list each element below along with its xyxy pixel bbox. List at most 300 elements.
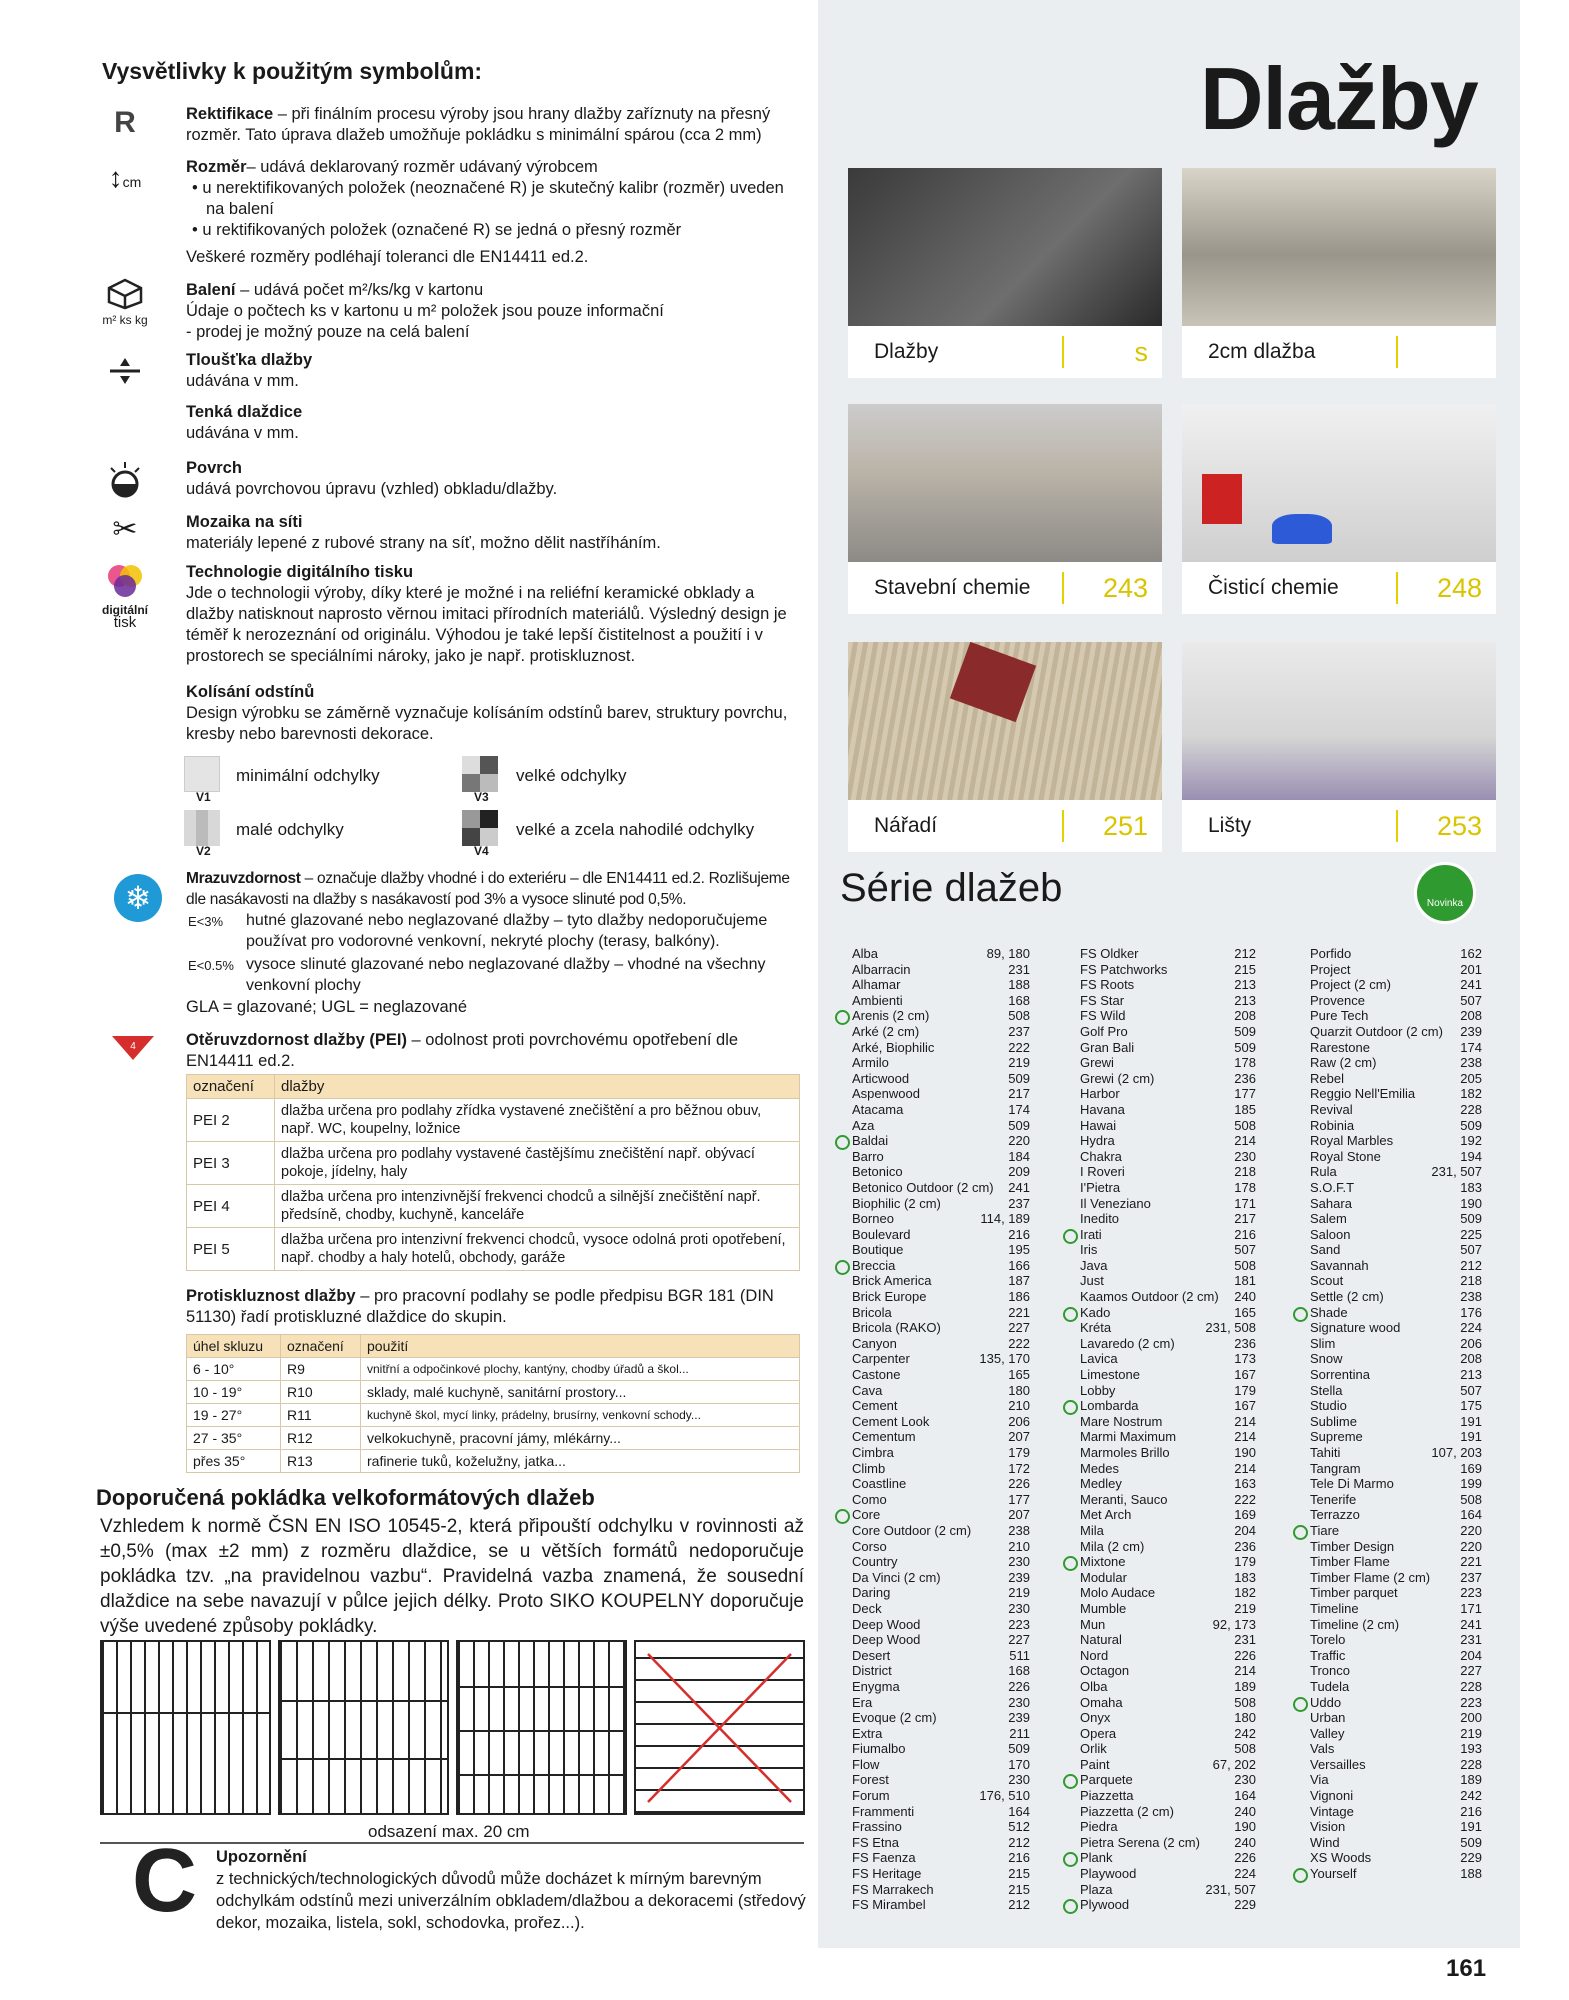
series-item[interactable] bbox=[1310, 1024, 1482, 1040]
series-item[interactable] bbox=[1310, 1850, 1482, 1866]
series-item[interactable] bbox=[1080, 1258, 1256, 1274]
series-item[interactable] bbox=[1310, 1570, 1482, 1586]
series-item[interactable] bbox=[852, 1071, 1030, 1087]
series-item[interactable] bbox=[1310, 1258, 1482, 1274]
series-item[interactable] bbox=[1080, 1071, 1256, 1087]
series-item[interactable] bbox=[1310, 1710, 1482, 1726]
series-item[interactable] bbox=[1080, 1180, 1256, 1196]
series-item[interactable] bbox=[1080, 1414, 1256, 1430]
series-item[interactable] bbox=[1310, 1273, 1482, 1289]
series-item[interactable] bbox=[852, 1336, 1030, 1352]
series-item[interactable] bbox=[1080, 1850, 1256, 1866]
series-item[interactable] bbox=[1310, 1071, 1482, 1087]
series-item[interactable] bbox=[852, 1850, 1030, 1866]
series-item[interactable] bbox=[1080, 1726, 1256, 1742]
series-item[interactable] bbox=[852, 1461, 1030, 1477]
series-page: 213 bbox=[1234, 977, 1256, 993]
series-page: 218 bbox=[1234, 1164, 1256, 1180]
series-item[interactable] bbox=[1080, 1320, 1256, 1336]
surface-icon bbox=[100, 460, 150, 503]
series-item[interactable] bbox=[1080, 1507, 1256, 1523]
series-item[interactable] bbox=[852, 946, 1030, 962]
series-name: Settle (2 cm) bbox=[1310, 1289, 1384, 1305]
series-item[interactable] bbox=[852, 1008, 1030, 1024]
series-item[interactable] bbox=[1310, 1196, 1482, 1212]
series-page: 190 bbox=[1234, 1445, 1256, 1460]
series-item[interactable] bbox=[1310, 962, 1482, 978]
series-item[interactable] bbox=[1080, 1242, 1256, 1258]
series-name: Flow bbox=[852, 1756, 880, 1772]
series-item[interactable] bbox=[852, 1523, 1030, 1539]
rectification-icon: R bbox=[114, 106, 136, 139]
series-item[interactable] bbox=[1310, 1211, 1482, 1227]
series-item[interactable] bbox=[1080, 1445, 1256, 1461]
series-item[interactable] bbox=[852, 1897, 1030, 1913]
series-page: 227 bbox=[1008, 1320, 1030, 1336]
series-item[interactable] bbox=[1080, 1149, 1256, 1165]
series-item[interactable] bbox=[1080, 1897, 1256, 1913]
section-title: Dlažby bbox=[1200, 49, 1478, 148]
series-page: 180 bbox=[1234, 1710, 1256, 1726]
series-item[interactable] bbox=[1080, 1196, 1256, 1212]
series-item[interactable] bbox=[1310, 1523, 1482, 1539]
series-page: 228 bbox=[1460, 1101, 1482, 1117]
series-item[interactable] bbox=[1310, 1351, 1482, 1367]
series-item[interactable] bbox=[852, 1211, 1030, 1227]
card-trims[interactable]: Lišty 253 bbox=[1182, 642, 1496, 852]
series-page: 509 bbox=[1460, 1834, 1482, 1850]
series-item[interactable] bbox=[852, 1055, 1030, 1071]
series-item[interactable] bbox=[1080, 1383, 1256, 1399]
series-name: Kaamos Outdoor (2 cm) bbox=[1080, 1289, 1219, 1305]
series-item[interactable] bbox=[852, 1227, 1030, 1243]
series-item[interactable] bbox=[1310, 1741, 1482, 1757]
series-name: Slim bbox=[1310, 1335, 1336, 1351]
series-item[interactable] bbox=[1310, 1008, 1482, 1024]
series-page: 229 bbox=[1460, 1850, 1482, 1866]
series-item[interactable] bbox=[1080, 1289, 1256, 1305]
series-item[interactable] bbox=[1310, 1461, 1482, 1477]
series-name: Rebel bbox=[1310, 1070, 1344, 1086]
series-page: 231 bbox=[1234, 1632, 1256, 1648]
series-name: Plaza bbox=[1080, 1881, 1113, 1897]
series-item[interactable] bbox=[852, 1617, 1030, 1633]
series-item[interactable] bbox=[852, 1804, 1030, 1820]
series-item[interactable] bbox=[1310, 1398, 1482, 1414]
series-item[interactable] bbox=[852, 1585, 1030, 1601]
series-item[interactable] bbox=[1310, 1757, 1482, 1773]
series-item[interactable] bbox=[1080, 1367, 1256, 1383]
series-page: 167 bbox=[1234, 1367, 1256, 1383]
series-name: XS Woods bbox=[1310, 1850, 1372, 1866]
series-item[interactable] bbox=[1310, 1414, 1482, 1430]
series-name: Signature wood bbox=[1310, 1320, 1401, 1336]
series-name: Nord bbox=[1080, 1647, 1109, 1663]
tools-photo bbox=[848, 642, 1162, 800]
series-item[interactable] bbox=[1080, 1227, 1256, 1243]
series-page: 236 bbox=[1234, 1070, 1256, 1086]
series-item[interactable] bbox=[1310, 1055, 1482, 1071]
recommendation-title: Doporučená pokládka velkoformátových dlažeb bbox=[96, 1485, 595, 1510]
series-item[interactable] bbox=[852, 1133, 1030, 1149]
series-item[interactable] bbox=[852, 1149, 1030, 1165]
series-page: 218 bbox=[1460, 1273, 1482, 1289]
series-item[interactable] bbox=[852, 962, 1030, 978]
series-item[interactable] bbox=[852, 1164, 1030, 1180]
series-item[interactable] bbox=[852, 1835, 1030, 1851]
series-item[interactable] bbox=[1080, 1164, 1256, 1180]
series-name: Arké, Biophilic bbox=[852, 1039, 935, 1055]
series-page: 213 bbox=[1234, 992, 1256, 1008]
series-item[interactable] bbox=[1310, 1554, 1482, 1570]
series-name: FS Star bbox=[1080, 992, 1125, 1008]
series-item[interactable] bbox=[852, 1601, 1030, 1617]
series-name: Snow bbox=[1310, 1351, 1343, 1367]
series-item[interactable] bbox=[1080, 946, 1256, 962]
series-item[interactable] bbox=[1080, 1523, 1256, 1539]
series-page: 242 bbox=[1234, 1725, 1256, 1741]
series-name: Saloon bbox=[1310, 1226, 1351, 1242]
series-item[interactable] bbox=[852, 1242, 1030, 1258]
series-item[interactable] bbox=[852, 1507, 1030, 1523]
series-item[interactable] bbox=[1310, 1227, 1482, 1243]
series-item[interactable] bbox=[852, 1554, 1030, 1570]
series-item[interactable] bbox=[1310, 1663, 1482, 1679]
series-item[interactable] bbox=[852, 1663, 1030, 1679]
series-item[interactable] bbox=[1310, 946, 1482, 962]
series-item[interactable] bbox=[1080, 1772, 1256, 1788]
series-item[interactable] bbox=[1310, 977, 1482, 993]
series-item[interactable] bbox=[852, 1695, 1030, 1711]
series-item[interactable] bbox=[1310, 1383, 1482, 1399]
series-item[interactable] bbox=[852, 1757, 1030, 1773]
series-item[interactable] bbox=[1310, 1632, 1482, 1648]
series-page: 214 bbox=[1234, 1429, 1256, 1445]
series-item[interactable] bbox=[852, 1772, 1030, 1788]
series-name: Uddo bbox=[1310, 1694, 1342, 1710]
series-item[interactable] bbox=[852, 1367, 1030, 1383]
series-name: Revival bbox=[1310, 1101, 1353, 1117]
series-item[interactable] bbox=[852, 1118, 1030, 1134]
series-item[interactable] bbox=[1310, 1772, 1482, 1788]
series-item[interactable] bbox=[852, 1819, 1030, 1835]
series-page: 92, 173 bbox=[1212, 1616, 1256, 1632]
series-page: 205 bbox=[1460, 1070, 1482, 1086]
series-name: Kréta bbox=[1080, 1320, 1112, 1336]
series-name: Parquete bbox=[1080, 1772, 1133, 1788]
series-item[interactable] bbox=[852, 1726, 1030, 1742]
series-item[interactable] bbox=[1310, 1040, 1482, 1056]
series-name: S.O.F.T bbox=[1310, 1179, 1355, 1195]
card-building-chemistry[interactable]: Stavební chemie 243 bbox=[848, 404, 1162, 614]
series-name: Extra bbox=[852, 1725, 883, 1741]
series-name: Opera bbox=[1080, 1725, 1117, 1741]
series-page: 508 bbox=[1008, 1008, 1030, 1024]
series-name: Hawai bbox=[1080, 1117, 1117, 1133]
series-item[interactable] bbox=[1080, 1757, 1256, 1773]
series-item[interactable] bbox=[852, 1383, 1030, 1399]
series-item[interactable] bbox=[1310, 1336, 1482, 1352]
series-name: Piazzetta bbox=[1080, 1788, 1134, 1804]
series-name: Fiumalbo bbox=[852, 1741, 906, 1757]
series-item[interactable] bbox=[1080, 1336, 1256, 1352]
series-item[interactable] bbox=[852, 1320, 1030, 1336]
series-item[interactable] bbox=[1310, 1819, 1482, 1835]
series-item[interactable] bbox=[1080, 1601, 1256, 1617]
series-item[interactable] bbox=[852, 1476, 1030, 1492]
series-page: 222 bbox=[1008, 1335, 1030, 1351]
series-page: 217 bbox=[1234, 1211, 1256, 1227]
series-item[interactable] bbox=[1080, 1211, 1256, 1227]
series-item[interactable] bbox=[852, 977, 1030, 993]
series-item[interactable] bbox=[1310, 1305, 1482, 1321]
card-tiles[interactable]: Dlažby s bbox=[848, 168, 1162, 378]
series-item[interactable] bbox=[1080, 1476, 1256, 1492]
series-page: 171 bbox=[1234, 1195, 1256, 1211]
series-item[interactable] bbox=[1080, 1398, 1256, 1414]
series-item[interactable] bbox=[1310, 1289, 1482, 1305]
series-item[interactable] bbox=[852, 1679, 1030, 1695]
series-page: 174 bbox=[1460, 1039, 1482, 1055]
series-page: 231, 507 bbox=[1431, 1164, 1482, 1180]
series-item[interactable] bbox=[852, 1570, 1030, 1586]
series-item[interactable] bbox=[1310, 1804, 1482, 1820]
series-page: 190 bbox=[1460, 1195, 1482, 1211]
series-item[interactable] bbox=[852, 1632, 1030, 1648]
series-item[interactable] bbox=[852, 1788, 1030, 1804]
series-item[interactable] bbox=[852, 1492, 1030, 1508]
series-name: Limestone bbox=[1080, 1367, 1140, 1383]
series-item[interactable] bbox=[852, 1024, 1030, 1040]
series-name: Cementum bbox=[852, 1429, 916, 1445]
series-page: 241 bbox=[1008, 1179, 1030, 1195]
series-item[interactable] bbox=[1080, 1585, 1256, 1601]
series-item[interactable] bbox=[852, 1102, 1030, 1118]
series-item[interactable] bbox=[1080, 1882, 1256, 1898]
series-page: 169 bbox=[1234, 1507, 1256, 1523]
series-item[interactable] bbox=[1080, 1866, 1256, 1882]
series-item[interactable] bbox=[1080, 1804, 1256, 1820]
legend-pei: Otěruvzdornost dlažby (PEI) – odolnost proti povrchovému opotřebení dle EN14411 ed.2. bbox=[186, 1031, 739, 1070]
series-item[interactable] bbox=[1080, 1835, 1256, 1851]
v1-shade-icon bbox=[184, 756, 220, 792]
series-item[interactable] bbox=[852, 1710, 1030, 1726]
series-item[interactable] bbox=[852, 1429, 1030, 1445]
series-item[interactable] bbox=[1080, 1554, 1256, 1570]
series-name: Alba bbox=[852, 946, 879, 961]
series-item[interactable] bbox=[852, 1741, 1030, 1757]
series-item[interactable] bbox=[1080, 1118, 1256, 1134]
series-page: 183 bbox=[1460, 1179, 1482, 1195]
series-page: 216 bbox=[1008, 1850, 1030, 1866]
series-name: Valley bbox=[1310, 1725, 1345, 1741]
series-page: 240 bbox=[1234, 1834, 1256, 1850]
series-item[interactable] bbox=[1310, 1367, 1482, 1383]
series-page: 201 bbox=[1460, 961, 1482, 977]
series-item[interactable] bbox=[1310, 1601, 1482, 1617]
series-item[interactable] bbox=[852, 1273, 1030, 1289]
series-item[interactable] bbox=[1310, 993, 1482, 1009]
series-item[interactable] bbox=[1080, 1305, 1256, 1321]
series-item[interactable] bbox=[1080, 962, 1256, 978]
series-item[interactable] bbox=[1310, 1320, 1482, 1336]
series-item[interactable] bbox=[1310, 1726, 1482, 1742]
series-item[interactable] bbox=[1310, 1086, 1482, 1102]
series-item[interactable] bbox=[1310, 1242, 1482, 1258]
series-item[interactable] bbox=[1080, 1663, 1256, 1679]
series-page: 237 bbox=[1008, 1195, 1030, 1211]
series-item[interactable] bbox=[1080, 1055, 1256, 1071]
series-item[interactable] bbox=[852, 1866, 1030, 1882]
series-page: 221 bbox=[1460, 1554, 1482, 1570]
series-item[interactable] bbox=[1080, 1632, 1256, 1648]
series-item[interactable] bbox=[1310, 1866, 1482, 1882]
series-item[interactable] bbox=[1310, 1164, 1482, 1180]
series-item[interactable] bbox=[1080, 1040, 1256, 1056]
series-item[interactable] bbox=[852, 1445, 1030, 1461]
series-item[interactable] bbox=[1080, 1086, 1256, 1102]
series-name: Terrazzo bbox=[1310, 1507, 1360, 1523]
recommendation-text: Vzhledem k normě ČSN EN ISO 10545-2, která připouští odchylku v rovinnosti až ±0,5% (max ±2 mm) z rozměru dlaždice, se u větších formátů nedoporučuje pokládka tzv. „na pravidelnou vazbu“. Pravidelná vazba znamená, že sousední dlaždice na sebe navazují v půlce jejich délky. Proto SIKO KOUPELNY doporučuje výše uvedené způsoby pokládky. bbox=[100, 1516, 804, 1637]
series-item[interactable] bbox=[1310, 1617, 1482, 1633]
card-2cm-tiles[interactable]: 2cm dlažba bbox=[1182, 168, 1496, 378]
series-page: 228 bbox=[1460, 1756, 1482, 1772]
series-name: Havana bbox=[1080, 1101, 1125, 1117]
series-page: 508 bbox=[1460, 1491, 1482, 1507]
series-name: Betonico Outdoor (2 cm) bbox=[852, 1179, 994, 1195]
series-name: Deck bbox=[852, 1600, 882, 1616]
series-item[interactable] bbox=[1310, 1429, 1482, 1445]
series-item[interactable] bbox=[1080, 1492, 1256, 1508]
series-name: Tudela bbox=[1310, 1678, 1350, 1694]
series-item[interactable] bbox=[1080, 1819, 1256, 1835]
series-page: 187 bbox=[1008, 1273, 1030, 1289]
series-item[interactable] bbox=[1080, 1695, 1256, 1711]
series-name: Rarestone bbox=[1310, 1039, 1370, 1055]
series-item[interactable] bbox=[1080, 1788, 1256, 1804]
series-item[interactable] bbox=[852, 1648, 1030, 1664]
series-item[interactable] bbox=[1080, 1133, 1256, 1149]
thickness-icon bbox=[100, 356, 150, 389]
series-item[interactable] bbox=[1080, 1461, 1256, 1477]
series-page: 174 bbox=[1008, 1101, 1030, 1117]
series-item[interactable] bbox=[1310, 1835, 1482, 1851]
series-item[interactable] bbox=[852, 1398, 1030, 1414]
series-item[interactable] bbox=[1080, 1648, 1256, 1664]
series-item[interactable] bbox=[852, 1351, 1030, 1367]
series-item[interactable] bbox=[1080, 1429, 1256, 1445]
series-item[interactable] bbox=[1310, 1679, 1482, 1695]
series-page: 179 bbox=[1008, 1445, 1030, 1460]
series-item[interactable] bbox=[1080, 1008, 1256, 1024]
series-name: Era bbox=[852, 1694, 873, 1710]
series-name: Sublime bbox=[1310, 1413, 1357, 1429]
series-name: Castone bbox=[852, 1367, 901, 1383]
series-item[interactable] bbox=[1310, 1539, 1482, 1555]
series-item[interactable] bbox=[852, 1414, 1030, 1430]
series-item[interactable] bbox=[1080, 1273, 1256, 1289]
series-item[interactable] bbox=[852, 993, 1030, 1009]
series-item[interactable] bbox=[1310, 1180, 1482, 1196]
series-item[interactable] bbox=[1080, 1570, 1256, 1586]
series-item[interactable] bbox=[852, 1289, 1030, 1305]
building-chemistry-photo bbox=[848, 404, 1162, 562]
series-name: Borneo bbox=[852, 1211, 894, 1227]
frost-icon: ❄ bbox=[114, 874, 162, 922]
series-page: 230 bbox=[1008, 1694, 1030, 1710]
series-name: Forum bbox=[852, 1788, 890, 1804]
card-tools[interactable]: Nářadí 251 bbox=[848, 642, 1162, 852]
series-page: 188 bbox=[1460, 1866, 1482, 1882]
series-name: Arké (2 cm) bbox=[852, 1023, 920, 1039]
series-page: 239 bbox=[1008, 1569, 1030, 1585]
series-item[interactable] bbox=[852, 1539, 1030, 1555]
series-name: Cava bbox=[852, 1382, 883, 1398]
series-item[interactable] bbox=[852, 1196, 1030, 1212]
series-page: 512 bbox=[1008, 1819, 1030, 1835]
series-item[interactable] bbox=[1310, 1648, 1482, 1664]
series-item[interactable] bbox=[1310, 1788, 1482, 1804]
series-page: 214 bbox=[1234, 1133, 1256, 1149]
series-name: Como bbox=[852, 1491, 887, 1507]
series-item[interactable] bbox=[1080, 977, 1256, 993]
series-page: 168 bbox=[1008, 992, 1030, 1008]
series-item[interactable] bbox=[1310, 1149, 1482, 1165]
series-page: 169 bbox=[1460, 1460, 1482, 1476]
series-item[interactable] bbox=[852, 1180, 1030, 1196]
series-item[interactable] bbox=[1080, 1539, 1256, 1555]
series-item[interactable] bbox=[1310, 1695, 1482, 1711]
series-item[interactable] bbox=[1080, 1679, 1256, 1695]
slip-table: úhel skluzu označení použití 6 - 10° R9 vnitřní a odpočinkové plochy, kantýny, chodby úřadů a škol... 10 - 19° R10 sklady, malé kuchyně, sanitární prostory... 19 - 27° R11 kuchyně škol, mycí linky, prádelny, brusírny, venkovní schody... 27 - 35° R12 velkokuchyně, pracovní jámy, mlékárny... přes 35° R13 rafinerie tuků, koželužny, jatka... bbox=[186, 1334, 800, 1473]
series-page: 508 bbox=[1234, 1117, 1256, 1133]
series-item[interactable] bbox=[1310, 1133, 1482, 1149]
series-item[interactable] bbox=[1080, 1710, 1256, 1726]
series-page: 230 bbox=[1008, 1772, 1030, 1788]
2cm-tiles-photo bbox=[1182, 168, 1496, 326]
series-item[interactable] bbox=[1310, 1118, 1482, 1134]
card-cleaning-chemistry[interactable]: Čisticí chemie 248 bbox=[1182, 404, 1496, 614]
series-name: Rula bbox=[1310, 1164, 1337, 1180]
series-item[interactable] bbox=[1310, 1476, 1482, 1492]
series-name: Medes bbox=[1080, 1460, 1120, 1476]
series-item[interactable] bbox=[1080, 1351, 1256, 1367]
series-item[interactable] bbox=[852, 1305, 1030, 1321]
series-page: 216 bbox=[1008, 1226, 1030, 1242]
series-name: Brick Europe bbox=[852, 1289, 927, 1305]
series-item[interactable] bbox=[1310, 1507, 1482, 1523]
series-name: Barro bbox=[852, 1148, 884, 1164]
series-page: 173 bbox=[1234, 1351, 1256, 1367]
series-item[interactable] bbox=[852, 1258, 1030, 1274]
series-item[interactable] bbox=[852, 1882, 1030, 1898]
series-item[interactable] bbox=[1310, 1445, 1482, 1461]
series-name: Meranti, Sauco bbox=[1080, 1491, 1168, 1507]
series-item[interactable] bbox=[1080, 1617, 1256, 1633]
series-item[interactable] bbox=[852, 1086, 1030, 1102]
series-item[interactable] bbox=[1310, 1492, 1482, 1508]
series-item[interactable] bbox=[1310, 1102, 1482, 1118]
series-item[interactable] bbox=[1080, 1024, 1256, 1040]
series-page: 200 bbox=[1460, 1710, 1482, 1726]
series-item[interactable] bbox=[1310, 1585, 1482, 1601]
series-item[interactable] bbox=[1080, 1102, 1256, 1118]
series-item[interactable] bbox=[1080, 1741, 1256, 1757]
series-item[interactable] bbox=[852, 1040, 1030, 1056]
series-item[interactable] bbox=[1080, 993, 1256, 1009]
series-name: Piedra bbox=[1080, 1819, 1118, 1835]
series-name: Gran Bali bbox=[1080, 1039, 1135, 1055]
